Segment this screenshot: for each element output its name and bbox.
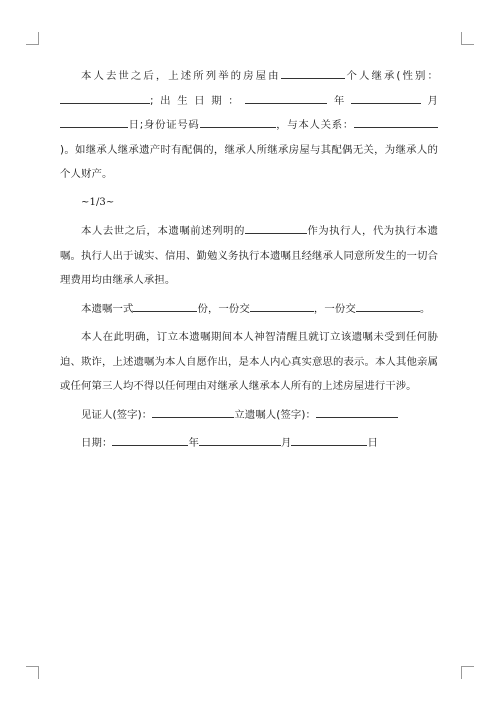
testator-signature-blank[interactable] — [316, 406, 398, 418]
text: ，一份交 — [313, 302, 356, 315]
date-row — [60, 431, 438, 456]
crop-mark-bottom-left — [26, 666, 39, 679]
text: 本人去世之后，本遗嘱前述列明的 — [81, 225, 245, 237]
text: 月 — [420, 94, 438, 107]
witness-signature-blank[interactable] — [152, 406, 234, 418]
paragraph-heir-clause — [60, 64, 438, 187]
sign-day-blank[interactable] — [291, 434, 367, 446]
text: )。如继承人继承遗产时有配偶的，继承人所继承房屋与其配偶无关，为继承人的个人财产。 — [60, 143, 438, 180]
text: 作为执行人，代为执行本遗嘱。执行人出于诚实、信用、勤勉义务执行本遗嘱且经继承人同意所发生的一切合理费用均由继承人承担。 — [60, 225, 438, 286]
year-label: 年 — [188, 437, 199, 449]
text: ;出生日期： — [150, 94, 246, 107]
heir-name-blank[interactable] — [281, 67, 345, 79]
birth-month-blank[interactable] — [351, 92, 421, 104]
sign-month-blank[interactable] — [199, 434, 281, 446]
crop-mark-top-right — [461, 32, 474, 45]
crop-mark-bottom-right — [461, 666, 474, 679]
text: 本遗嘱一式 — [81, 302, 134, 315]
witness-label: 见证人(签字)： — [81, 408, 153, 421]
document-body — [60, 64, 438, 460]
id-number-blank[interactable] — [200, 116, 276, 128]
text: 本人去世之后，上述所列举的房屋由 — [81, 70, 281, 82]
paragraph-copies-clause — [60, 297, 438, 322]
copy-recipient-1-blank[interactable] — [250, 300, 314, 312]
day-label: 日 — [367, 437, 378, 449]
relationship-blank[interactable] — [354, 116, 438, 128]
birth-year-blank[interactable] — [245, 92, 327, 104]
text: 。 — [419, 302, 431, 315]
gender-blank-cont[interactable] — [112, 92, 150, 104]
signature-row — [60, 403, 438, 428]
sign-year-blank[interactable] — [112, 434, 188, 446]
crop-mark-top-left — [26, 32, 39, 45]
paragraph-executor-clause — [60, 219, 438, 293]
text: 个人继承(性别： — [344, 70, 438, 82]
executor-blank[interactable] — [245, 222, 307, 234]
testator-label: 立遗嘱人(签字)： — [234, 408, 317, 421]
page-marker: ~1/3~ — [81, 196, 115, 208]
copies-count-blank[interactable] — [133, 300, 197, 312]
text: ，与本人关系： — [275, 119, 355, 131]
date-label: 日期： — [81, 437, 113, 449]
text: 年 — [327, 94, 351, 107]
text: 日;身份证号码 — [128, 119, 200, 131]
month-label: 月 — [280, 437, 292, 449]
copy-recipient-2-blank[interactable] — [356, 300, 420, 312]
text: 份，一份交 — [197, 302, 250, 315]
paragraph-declaration: 本人在此明确，订立本遗嘱期间本人神智清醒且就订立该遗嘱未受到任何胁迫、欺诈，上述遗嘱为本人自愿作出，是本人内心真实意思的表示。本人其他亲属或任何第三人均不得以任何理由对继承人继承本人所有的上述房屋进行干涉。 — [60, 331, 438, 392]
gender-blank[interactable] — [60, 92, 112, 104]
birth-day-blank[interactable] — [60, 116, 128, 128]
